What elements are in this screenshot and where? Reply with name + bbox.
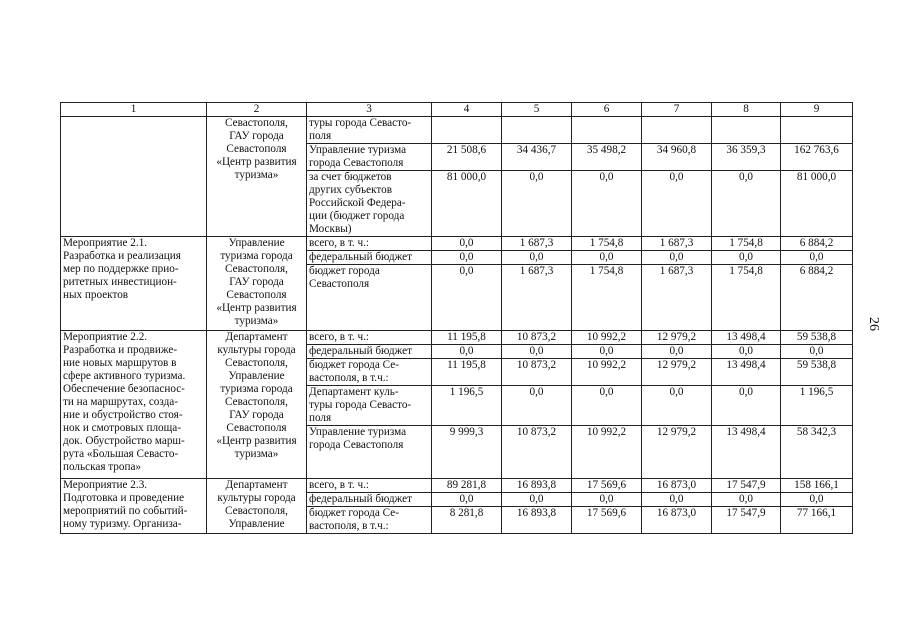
- event-name-cell: [61, 237, 207, 331]
- event-name-line: Мероприятие 2.2.: [63, 331, 148, 343]
- value-cell: [432, 171, 502, 237]
- value-text: 21 508,6: [446, 144, 487, 156]
- executor-line: ГАУ города: [229, 276, 284, 288]
- value-text: 158 166,1: [794, 479, 839, 491]
- value-text: 16 873,0: [656, 507, 697, 519]
- executor-line: Севастополя,: [225, 357, 288, 369]
- value-text: 0,0: [739, 171, 753, 183]
- event-name-line: ных проектов: [63, 289, 129, 301]
- value-cell: [432, 479, 502, 493]
- value-text: 10 992,2: [586, 331, 627, 343]
- funding-source-cell: [307, 345, 432, 359]
- value-cell: [502, 507, 572, 534]
- value-cell: [712, 171, 781, 237]
- executor-line: [209, 182, 304, 195]
- funding-source-cell: [307, 479, 432, 493]
- event-name-line: [63, 169, 204, 182]
- event-name-line: сфере активного туризма.: [63, 370, 186, 382]
- table-row: [61, 331, 853, 345]
- funding-source-line: [309, 304, 429, 317]
- event-name-line: рута «Большая Севасто-: [63, 448, 179, 460]
- value-cell: [712, 144, 781, 171]
- value-text: 35 498,2: [586, 144, 627, 156]
- value-cell: [432, 507, 502, 534]
- executor-line: Севастополя: [226, 289, 287, 301]
- value-cell: [572, 265, 642, 331]
- executor-line: Департамент: [225, 331, 288, 343]
- funding-source-cell: [307, 265, 432, 331]
- value-cell: [712, 251, 781, 265]
- funding-source-line: ции (бюджет города: [309, 210, 405, 222]
- value-text: 8 281,8: [449, 507, 484, 519]
- value-cell: [712, 426, 781, 479]
- value-text: 16 893,8: [516, 507, 557, 519]
- value-cell: [781, 265, 853, 331]
- executor-line: Департамент: [225, 479, 288, 491]
- value-text: 0,0: [809, 345, 824, 357]
- funding-source-line: Управление туризма: [309, 426, 407, 438]
- value-text: 0,0: [529, 493, 544, 505]
- executor-cell: [207, 331, 307, 479]
- event-name-line: ти на маршрутах, созда-: [63, 396, 178, 408]
- funding-source-line: всего, в т. ч.:: [309, 479, 370, 491]
- value-cell: [712, 345, 781, 359]
- value-text: 0,0: [599, 493, 614, 505]
- event-name-line: польская тропа»: [63, 461, 142, 473]
- value-text: 1 754,8: [729, 237, 763, 249]
- funding-source-line: Севастополя: [309, 278, 370, 290]
- event-name-line: [63, 195, 204, 208]
- event-name-line: Подготовка и проведение: [63, 492, 185, 504]
- funding-source-cell: [307, 331, 432, 345]
- funding-source-line: вастополя, в т.ч.:: [309, 372, 389, 384]
- value-text: 0,0: [529, 171, 544, 183]
- value-cell: [781, 117, 853, 144]
- event-name-line: мер по поддержке прио-: [63, 263, 179, 275]
- value-cell: [642, 117, 712, 144]
- value-text: 1 754,8: [729, 265, 763, 277]
- value-cell: [642, 479, 712, 493]
- value-cell: [781, 479, 853, 493]
- funding-source-line: Российской Федера-: [309, 197, 406, 209]
- column-header: 1: [61, 103, 207, 117]
- value-cell: [572, 386, 642, 426]
- value-cell: [432, 237, 502, 251]
- event-name-line: Мероприятие 2.3.: [63, 479, 148, 491]
- event-name-line: ние новых маршрутов в: [63, 357, 177, 369]
- value-text: 17 547,9: [726, 479, 766, 491]
- funding-source-line: города Севастополя: [309, 157, 404, 169]
- event-name-line: мероприятий по событий-: [63, 505, 188, 517]
- value-text: 9 999,3: [449, 426, 484, 438]
- funding-source-cell: [307, 251, 432, 265]
- funding-source-line: бюджет города: [309, 265, 380, 277]
- event-name-line: ние и обустройство стоя-: [63, 409, 183, 421]
- funding-source-line: всего, в т. ч.:: [309, 237, 370, 249]
- executor-line: Управление: [228, 518, 285, 530]
- value-text: 0,0: [669, 171, 684, 183]
- event-name-line: Обеспечение безопаснос-: [63, 383, 185, 395]
- executor-line: Севастополя,: [225, 505, 288, 517]
- value-text: 0,0: [739, 386, 753, 398]
- value-cell: [712, 479, 781, 493]
- column-header: 9: [781, 103, 853, 117]
- value-cell: [781, 144, 853, 171]
- value-cell: [781, 237, 853, 251]
- header-row: [61, 103, 853, 117]
- value-cell: [432, 493, 502, 507]
- executor-line: [209, 208, 304, 221]
- value-text: 6 884,2: [799, 237, 834, 249]
- value-cell: [502, 426, 572, 479]
- executor-line: Севастополя: [226, 422, 287, 434]
- funding-source-cell: [307, 117, 432, 144]
- value-cell: [502, 237, 572, 251]
- executor-line: туризма города: [220, 250, 293, 262]
- executor-line: Севастополя,: [225, 263, 288, 275]
- funding-source-line: других субъектов: [309, 184, 393, 196]
- executor-cell: [207, 237, 307, 331]
- value-text: 0,0: [459, 237, 474, 249]
- value-text: 11 195,8: [447, 331, 486, 343]
- value-text: 0,0: [669, 386, 684, 398]
- value-text: 6 884,2: [799, 265, 834, 277]
- event-name-line: [63, 130, 204, 143]
- executor-line: туризма города: [220, 383, 293, 395]
- value-text: 1 754,8: [589, 237, 624, 249]
- value-text: 0,0: [459, 265, 474, 277]
- value-text: 0,0: [529, 345, 544, 357]
- value-text: 13 498,4: [726, 359, 766, 371]
- value-text: 0,0: [529, 386, 544, 398]
- value-cell: [572, 251, 642, 265]
- column-header: 7: [642, 103, 712, 117]
- funding-source-line: туры города Севасто-: [309, 117, 412, 129]
- value-cell: [502, 117, 572, 144]
- funding-source-line: федеральный бюджет: [309, 345, 412, 357]
- value-text: 0,0: [459, 493, 474, 505]
- value-text: 0,0: [809, 493, 824, 505]
- event-name-line: ному туризму. Организа-: [63, 518, 182, 530]
- value-cell: [432, 117, 502, 144]
- value-cell: [712, 359, 781, 386]
- value-text: 10 992,2: [586, 359, 627, 371]
- value-cell: [502, 479, 572, 493]
- value-cell: [712, 331, 781, 345]
- value-text: 0,0: [599, 171, 614, 183]
- value-text: 1 687,3: [519, 265, 554, 277]
- column-header: 8: [712, 103, 781, 117]
- value-cell: [642, 331, 712, 345]
- event-name-line: Разработка и продвиже-: [63, 344, 178, 356]
- value-text: 13 498,4: [726, 426, 766, 438]
- value-text: 0,0: [459, 345, 474, 357]
- value-cell: [712, 265, 781, 331]
- funding-source-cell: [307, 386, 432, 426]
- value-cell: [572, 144, 642, 171]
- value-text: 81 000,0: [796, 171, 837, 183]
- value-cell: [432, 265, 502, 331]
- value-text: 59 538,8: [796, 359, 837, 371]
- value-text: 0,0: [599, 251, 614, 263]
- value-cell: [781, 426, 853, 479]
- funding-source-line: туры города Севасто-: [309, 399, 412, 411]
- value-cell: [502, 386, 572, 426]
- value-text: 0,0: [809, 251, 824, 263]
- value-text: 81 000,0: [446, 171, 487, 183]
- event-name-cell: [61, 117, 207, 237]
- value-text: 77 166,1: [796, 507, 837, 519]
- funding-source-line: федеральный бюджет: [309, 251, 412, 263]
- value-cell: [712, 493, 781, 507]
- event-name-line: [63, 182, 204, 195]
- value-cell: [502, 493, 572, 507]
- event-name-line: [63, 302, 204, 315]
- funding-source-cell: [307, 171, 432, 237]
- value-text: 34 436,7: [516, 144, 557, 156]
- value-cell: [572, 345, 642, 359]
- funding-source-line: [309, 465, 429, 478]
- value-cell: [642, 507, 712, 534]
- value-cell: [432, 359, 502, 386]
- funding-source-cell: [307, 359, 432, 386]
- executor-line: ГАУ города: [229, 409, 284, 421]
- value-cell: [781, 345, 853, 359]
- event-name-line: [63, 208, 204, 221]
- value-text: 10 873,2: [516, 426, 557, 438]
- event-name-line: ритетных инвестицион-: [63, 276, 177, 288]
- value-text: 11 195,8: [447, 359, 486, 371]
- value-cell: [572, 507, 642, 534]
- column-header: 4: [432, 103, 502, 117]
- value-cell: [502, 251, 572, 265]
- value-cell: [642, 493, 712, 507]
- value-cell: [642, 251, 712, 265]
- funding-source-cell: [307, 237, 432, 251]
- budget-table: [60, 102, 853, 534]
- value-text: 0,0: [599, 386, 614, 398]
- value-cell: [642, 265, 712, 331]
- value-cell: [781, 359, 853, 386]
- event-name-line: Мероприятие 2.1.: [63, 237, 148, 249]
- value-text: 12 979,2: [656, 359, 697, 371]
- event-name-line: [63, 156, 204, 169]
- value-cell: [572, 117, 642, 144]
- executor-line: Севастополя,: [225, 117, 288, 129]
- value-text: 17 569,6: [586, 479, 627, 491]
- value-text: 17 547,9: [726, 507, 766, 519]
- value-text: 0,0: [529, 251, 544, 263]
- value-cell: [502, 265, 572, 331]
- funding-source-line: бюджет города Се-: [309, 359, 399, 371]
- executor-cell: [207, 117, 307, 237]
- value-cell: [781, 493, 853, 507]
- funding-source-line: Департамент куль-: [309, 386, 399, 398]
- event-name-line: нок и смотровых площа-: [63, 422, 181, 434]
- value-cell: [432, 345, 502, 359]
- funding-source-line: бюджет города Се-: [309, 507, 399, 519]
- value-text: 16 873,0: [656, 479, 697, 491]
- funding-source-line: [309, 452, 429, 465]
- funding-source-line: федеральный бюджет: [309, 493, 412, 505]
- value-text: 1 196,5: [449, 386, 484, 398]
- value-text: 0,0: [739, 251, 753, 263]
- funding-source-line: [309, 317, 429, 330]
- executor-line: Управление: [228, 237, 285, 249]
- executor-line: «Центр развития: [216, 435, 297, 447]
- funding-source-line: поля: [309, 130, 332, 142]
- table-row: [61, 117, 853, 131]
- funding-source-line: поля: [309, 412, 332, 424]
- value-text: 16 893,8: [516, 479, 557, 491]
- value-text: 13 498,4: [726, 331, 766, 343]
- value-text: 34 960,8: [656, 144, 697, 156]
- funding-source-cell: [307, 507, 432, 534]
- executor-line: туризма»: [234, 315, 279, 327]
- executor-line: ГАУ города: [229, 130, 284, 142]
- table-row: [61, 479, 853, 493]
- value-text: 0,0: [739, 493, 753, 505]
- funding-source-cell: [307, 144, 432, 171]
- executor-line: культуры города: [217, 344, 296, 356]
- value-cell: [502, 171, 572, 237]
- value-text: 10 992,2: [586, 426, 627, 438]
- value-text: 12 979,2: [656, 426, 697, 438]
- value-text: 0,0: [599, 345, 614, 357]
- executor-line: [209, 195, 304, 208]
- value-cell: [432, 331, 502, 345]
- value-text: 0,0: [739, 345, 753, 357]
- executor-line: Управление: [228, 370, 285, 382]
- table-row: [61, 237, 853, 251]
- value-cell: [642, 144, 712, 171]
- value-cell: [781, 251, 853, 265]
- funding-source-line: за счет бюджетов: [309, 171, 392, 183]
- funding-source-line: всего, в т. ч.:: [309, 331, 370, 343]
- value-cell: [642, 386, 712, 426]
- event-name-line: Разработка и реализация: [63, 250, 181, 262]
- value-cell: [502, 331, 572, 345]
- executor-line: туризма»: [234, 169, 279, 181]
- value-cell: [781, 331, 853, 345]
- value-text: 10 873,2: [516, 359, 557, 371]
- value-text: 1 687,3: [519, 237, 554, 249]
- value-text: 0,0: [669, 493, 684, 505]
- value-cell: [502, 359, 572, 386]
- funding-source-line: Москвы): [309, 223, 352, 235]
- value-text: 12 979,2: [656, 331, 697, 343]
- value-cell: [642, 171, 712, 237]
- value-text: 1 196,5: [799, 386, 834, 398]
- value-text: 1 754,8: [589, 265, 624, 277]
- value-text: 0,0: [669, 345, 684, 357]
- event-name-line: [63, 221, 204, 234]
- executor-line: [209, 221, 304, 234]
- funding-source-line: вастополя, в т.ч.:: [309, 520, 389, 532]
- value-cell: [502, 345, 572, 359]
- event-name-cell: [61, 479, 207, 534]
- value-cell: [432, 426, 502, 479]
- value-cell: [781, 507, 853, 534]
- executor-line: культуры города: [217, 492, 296, 504]
- event-name-line: [63, 143, 204, 156]
- executor-line: [209, 461, 304, 474]
- value-cell: [642, 345, 712, 359]
- value-cell: [712, 237, 781, 251]
- value-cell: [642, 426, 712, 479]
- value-cell: [572, 331, 642, 345]
- executor-line: «Центр развития: [216, 156, 297, 168]
- funding-source-line: [309, 291, 429, 304]
- value-cell: [572, 426, 642, 479]
- column-header: 2: [207, 103, 307, 117]
- funding-source-cell: [307, 426, 432, 479]
- value-text: 162 763,6: [794, 144, 839, 156]
- value-cell: [432, 386, 502, 426]
- column-header: 5: [502, 103, 572, 117]
- value-cell: [572, 359, 642, 386]
- value-cell: [712, 507, 781, 534]
- value-cell: [781, 386, 853, 426]
- value-text: 0,0: [669, 251, 684, 263]
- value-cell: [572, 493, 642, 507]
- value-cell: [712, 117, 781, 144]
- value-cell: [502, 144, 572, 171]
- value-text: 58 342,3: [796, 426, 837, 438]
- value-text: 89 281,8: [446, 479, 487, 491]
- value-cell: [572, 479, 642, 493]
- event-name-line: [63, 117, 204, 130]
- funding-source-line: Управление туризма: [309, 144, 407, 156]
- value-cell: [432, 144, 502, 171]
- executor-line: Севастополя: [226, 143, 287, 155]
- event-name-cell: [61, 331, 207, 479]
- event-name-line: док. Обустройство марш-: [63, 435, 185, 447]
- executor-line: туризма»: [234, 448, 279, 460]
- funding-source-line: города Севастополя: [309, 439, 404, 451]
- event-name-line: [63, 315, 204, 328]
- value-cell: [572, 237, 642, 251]
- value-text: 1 687,3: [659, 237, 694, 249]
- executor-line: «Центр развития: [216, 302, 297, 314]
- value-cell: [642, 359, 712, 386]
- value-text: 10 873,2: [516, 331, 557, 343]
- value-text: 59 538,8: [796, 331, 837, 343]
- executor-cell: [207, 479, 307, 534]
- value-text: 17 569,6: [586, 507, 627, 519]
- value-text: 1 687,3: [659, 265, 694, 277]
- value-cell: [712, 386, 781, 426]
- value-text: 36 359,3: [726, 144, 766, 156]
- column-header: 3: [307, 103, 432, 117]
- value-cell: [572, 171, 642, 237]
- executor-line: Севастополя,: [225, 396, 288, 408]
- value-cell: [781, 171, 853, 237]
- value-cell: [432, 251, 502, 265]
- funding-source-cell: [307, 493, 432, 507]
- value-text: 0,0: [459, 251, 474, 263]
- column-header: 6: [572, 103, 642, 117]
- value-cell: [642, 237, 712, 251]
- page-number: 26: [866, 317, 881, 331]
